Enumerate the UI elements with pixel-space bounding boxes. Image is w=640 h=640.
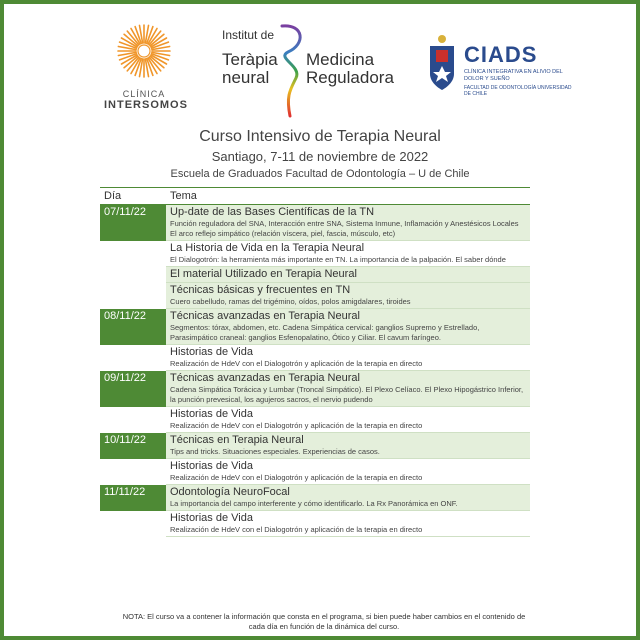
table-row: [100, 433, 530, 459]
day-cell: [100, 283, 166, 309]
topic-cell: [166, 407, 530, 433]
ciads-faculty: FACULTAD DE ODONTOLOGÍA UNIVERSIDAD DE CHILE: [464, 85, 572, 97]
topic-cell: [166, 309, 530, 345]
university-shield-icon: [424, 32, 460, 96]
column-header-topic: Tema: [166, 188, 530, 205]
topic-description: Función reguladora del SNA, Interacción entre SNA, Sistema Inmune, Inflamación y Anestésicos Locales El arco reflejo simpático (relación víscera, piel, fascia, músculo, etc): [170, 219, 519, 238]
reguladora-label: Reguladora: [306, 68, 394, 87]
topic-title: La Historia de Vida en la Terapia Neural: [170, 242, 365, 254]
clinica-label: CLÍNICA: [122, 89, 166, 99]
ciads-logo: [424, 32, 574, 102]
day-cell: 07/11/22: [100, 205, 166, 241]
table-row: [100, 459, 530, 485]
topic-title: Historias de Vida: [170, 408, 253, 420]
logos-header: [4, 4, 636, 124]
table-row: [100, 309, 530, 345]
topic-description: El Dialogotrón: la herramienta más importante en TN. La importancia de la palpación. El saber dónde: [170, 255, 506, 264]
day-cell: 10/11/22: [100, 433, 166, 459]
topic-cell: [166, 345, 530, 371]
table-row: [100, 241, 530, 267]
day-cell: 11/11/22: [100, 485, 166, 511]
institut-logo: [222, 22, 392, 118]
schedule-table: [100, 187, 530, 537]
footnote: NOTA: El curso va a contener la información que consta en el programa, si bien puede haber cambios en el contenido de cada día en función de la dinámica del curso.: [122, 612, 526, 631]
page-title: Curso Intensivo de Terapia Neural: [199, 128, 441, 145]
topic-title: Historias de Vida: [170, 512, 253, 524]
topic-cell: [166, 283, 530, 309]
topic-cell: [166, 459, 530, 485]
sun-icon: [117, 24, 171, 78]
table-row: [100, 283, 530, 309]
topic-cell: [166, 267, 530, 283]
institut-label: Institut de: [222, 28, 275, 42]
course-organizer: Escuela de Graduados Facultad de Odontología – U de Chile: [170, 168, 470, 180]
medicina-label: Medicina: [306, 50, 375, 69]
table-row: [100, 205, 530, 241]
table-row: [100, 407, 530, 433]
topic-title: Técnicas en Terapia Neural: [170, 434, 304, 446]
topic-title: Técnicas avanzadas en Terapia Neural: [170, 310, 360, 322]
intersomos-label: INTERSOMOS: [104, 99, 188, 111]
spiral-ribbon-icon: [278, 22, 308, 118]
topic-description: Cadena Simpática Torácica y Lumbar (Troncal Simpático). El Plexo Celíaco. El Plexo Hipogástrico Inferior, la punción prevesical, los agujeros sacros, el nervio pudendo: [170, 385, 524, 404]
day-cell: [100, 459, 166, 485]
topic-description: Realización de HdeV con el Dialogotrón y aplicación de la terapia en directo: [170, 525, 423, 534]
table-row: [100, 267, 530, 283]
topic-cell: [166, 511, 530, 537]
topic-title: Historias de Vida: [170, 346, 253, 358]
day-cell: [100, 511, 166, 537]
ciads-name: CIADS: [464, 42, 538, 67]
topic-title: El material Utilizado en Terapia Neural: [170, 268, 357, 280]
table-header-row: [100, 188, 530, 205]
neural-label: neural: [222, 68, 270, 87]
topic-description: Segmentos: tórax, abdomen, etc. Cadena Simpática cervical: ganglios Supremo y Estrellado, Parasimpático craneal: ganglios Esfenopalatino, Ótico y Ciliar. El cavum faríngeo.: [170, 323, 480, 342]
topic-title: Up-date de las Bases Científicas de la TN: [170, 206, 375, 218]
column-header-day: Día: [100, 188, 166, 205]
table-row: [100, 485, 530, 511]
topic-description: Realización de HdeV con el Dialogotrón y aplicación de la terapia en directo: [170, 473, 423, 482]
topic-description: Tips and tricks. Situaciones especiales. Experiencias de casos.: [170, 447, 380, 456]
topic-description: La importancia del campo interferente y cómo identificarlo. La Rx Panorámica en ONF.: [170, 499, 458, 508]
topic-cell: [166, 371, 530, 407]
day-cell: [100, 241, 166, 267]
day-cell: [100, 267, 166, 283]
topic-cell: [166, 205, 530, 241]
topic-description: Realización de HdeV con el Dialogotrón y aplicación de la terapia en directo: [170, 421, 423, 430]
topic-title: Odontología NeuroFocal: [170, 486, 290, 498]
topic-cell: [166, 485, 530, 511]
day-cell: 09/11/22: [100, 371, 166, 407]
topic-title: Historias de Vida: [170, 460, 253, 472]
topic-title: Técnicas avanzadas en Terapia Neural: [170, 372, 360, 384]
terapia-label: Teràpia: [222, 50, 278, 69]
topic-description: Realización de HdeV con el Dialogotrón y aplicación de la terapia en directo: [170, 359, 423, 368]
ciads-subtitle: CLÍNICA INTEGRATIVA EN ALIVIO DEL DOLOR Y SUEÑO: [464, 69, 563, 82]
topic-description: Cuero cabelludo, ramas del trigémino, oídos, polos amigdalares, tiroides: [170, 297, 411, 306]
day-cell: [100, 345, 166, 371]
course-place-date: Santiago, 7-11 de noviembre de 2022: [211, 149, 429, 164]
table-row: [100, 511, 530, 537]
table-row: [100, 371, 530, 407]
day-cell: [100, 407, 166, 433]
topic-cell: [166, 433, 530, 459]
topic-title: Técnicas básicas y frecuentes en TN: [170, 284, 351, 296]
day-cell: 08/11/22: [100, 309, 166, 345]
topic-cell: [166, 241, 530, 267]
clinica-intersomos-logo: [104, 24, 188, 111]
table-row: [100, 345, 530, 371]
